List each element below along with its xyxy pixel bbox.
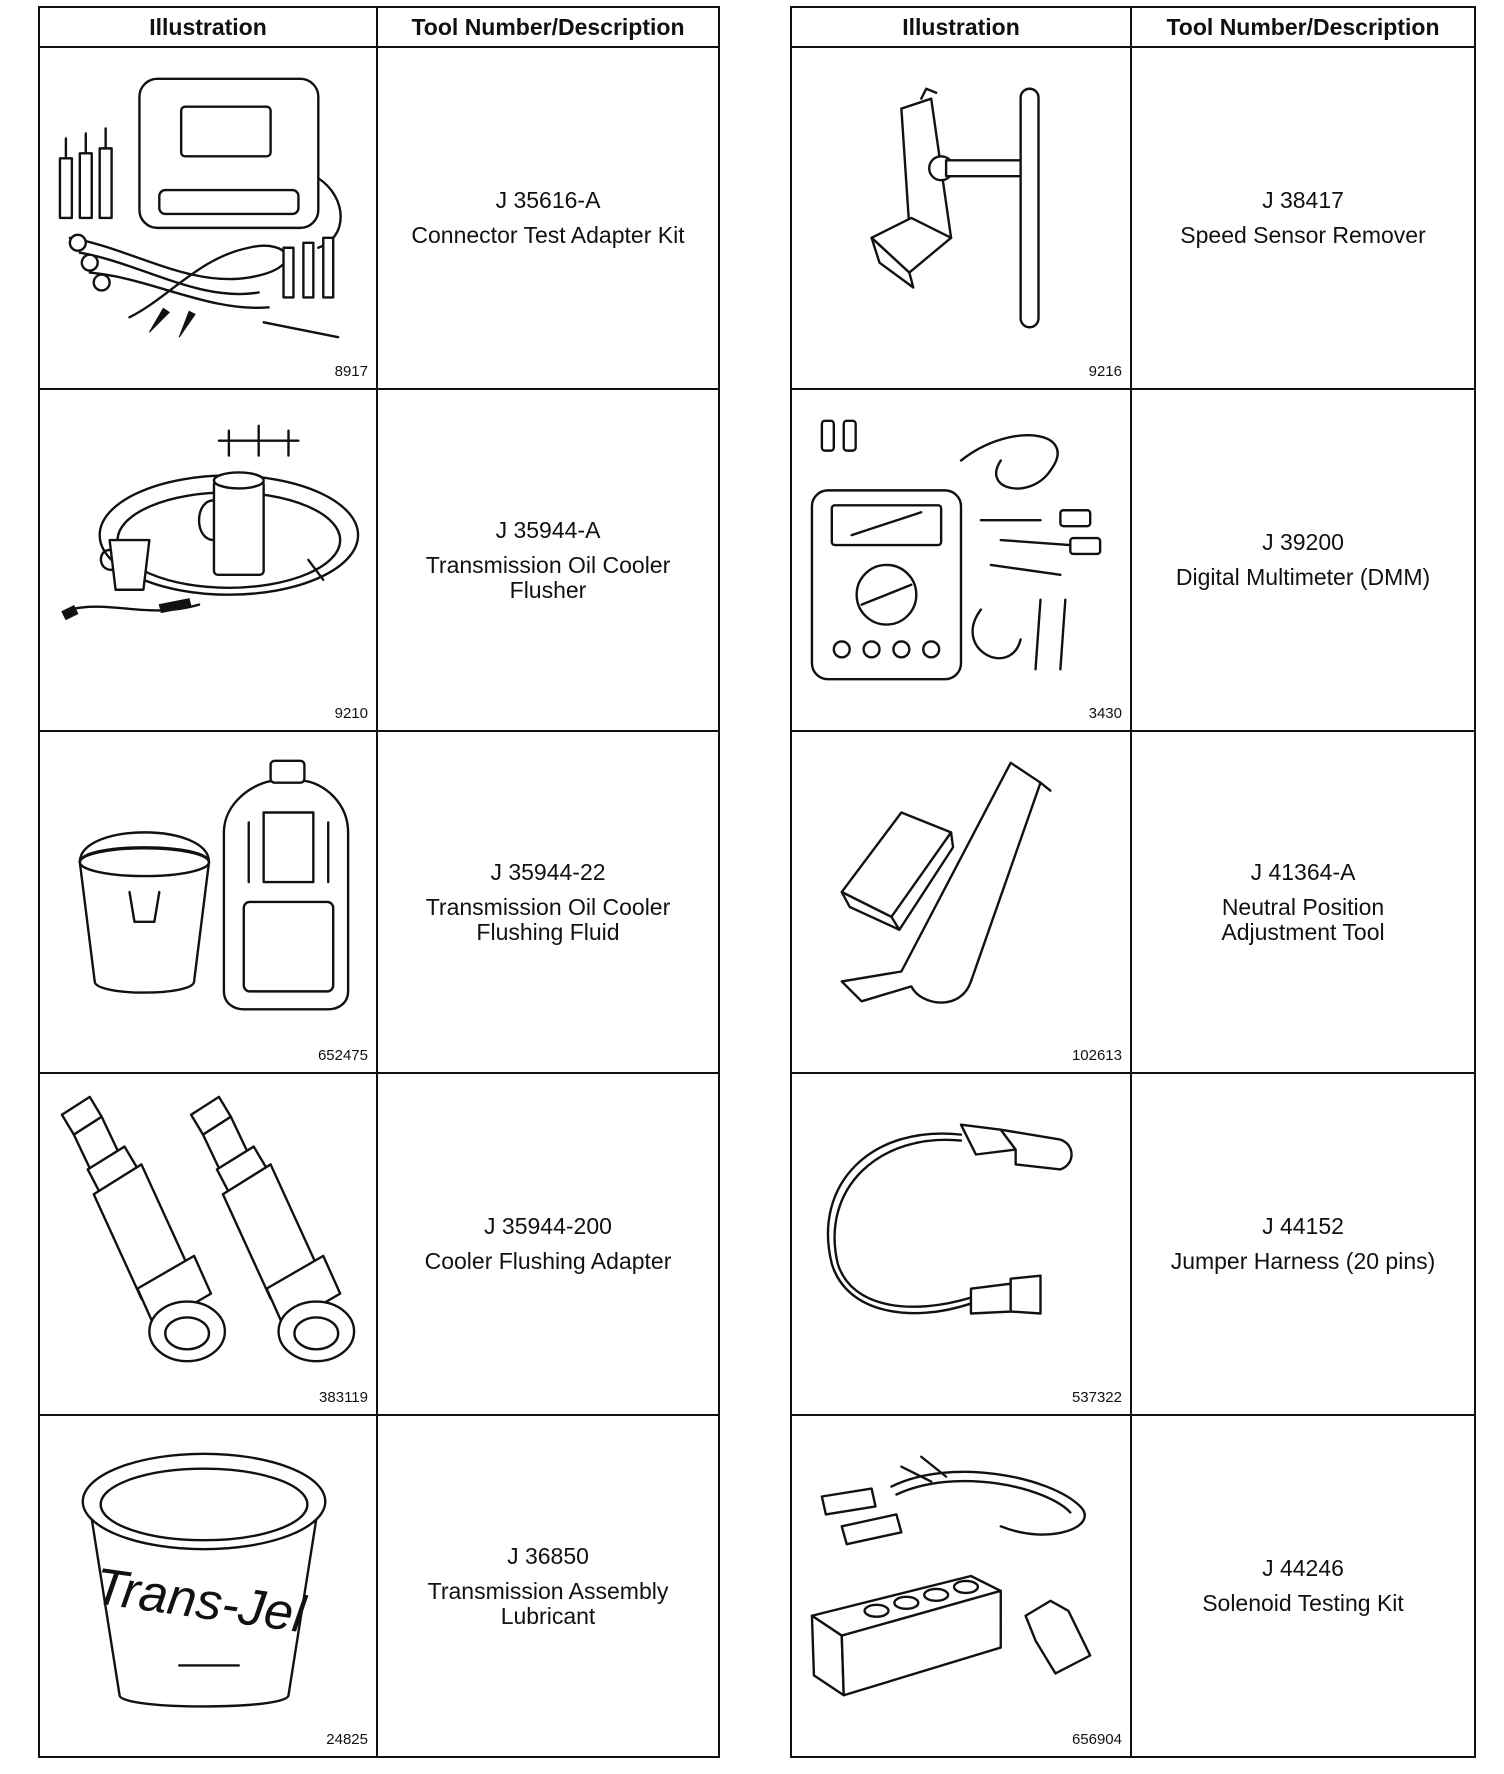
- tool-description: [1131, 1073, 1475, 1415]
- figure-number: 9210: [334, 705, 368, 722]
- figure-number: 383119: [319, 1389, 368, 1406]
- tool-description: [377, 47, 719, 389]
- table-row: [39, 389, 719, 731]
- tool-description: [377, 1073, 719, 1415]
- illustration-cell: [39, 389, 377, 731]
- tool-number: J 35944-A: [495, 516, 601, 543]
- header-row: [791, 7, 1475, 47]
- illustration-cell: [791, 1415, 1131, 1757]
- illustration-cell: [39, 1073, 377, 1415]
- tool-description: [1131, 389, 1475, 731]
- illustration-cell: [39, 731, 377, 1073]
- tool-number: J 39200: [1262, 529, 1344, 555]
- tools-table-left: [38, 6, 720, 1758]
- tool-header: Tool Number/Description: [377, 7, 719, 47]
- tool-number: J 41364-A: [1250, 858, 1356, 885]
- figure-number: 24825: [326, 1731, 368, 1748]
- tool-name: Jumper Harness (20 pins): [1170, 1248, 1436, 1274]
- tool-name: Transmission Oil Cooler Flusher: [425, 551, 671, 603]
- tool-header: Tool Number/Description: [1131, 7, 1475, 47]
- neutral-position-tool-icon: [802, 742, 1120, 1042]
- figure-number: 3430: [1088, 705, 1122, 722]
- tool-description: [377, 1415, 719, 1757]
- tools-table-right: [790, 6, 1476, 1758]
- tool-description: [377, 731, 719, 1073]
- figure-number: 8917: [334, 363, 368, 380]
- tool-description: [377, 389, 719, 731]
- tub-label: Trans-Jel: [91, 1556, 309, 1644]
- solenoid-testing-kit-icon: [802, 1426, 1120, 1726]
- tool-number: J 38417: [1262, 187, 1344, 213]
- tool-name: Speed Sensor Remover: [1180, 222, 1426, 248]
- table-row: [791, 1073, 1475, 1415]
- cooler-flushing-adapter-icon: [50, 1084, 366, 1384]
- tool-name: Cooler Flushing Adapter: [424, 1248, 672, 1274]
- figure-number: 102613: [1071, 1047, 1122, 1064]
- table-row: [791, 1415, 1475, 1757]
- digital-multimeter-icon: [802, 400, 1120, 700]
- illustration-header: Illustration: [791, 7, 1131, 47]
- illustration-cell: [791, 731, 1131, 1073]
- illustration-cell: [39, 47, 377, 389]
- table-row: [39, 1415, 719, 1757]
- tool-name: Connector Test Adapter Kit: [411, 222, 685, 248]
- tool-description: [1131, 1415, 1475, 1757]
- lubricant-tub-icon: [50, 1426, 366, 1726]
- illustration-cell: [791, 389, 1131, 731]
- illustration-cell: [791, 47, 1131, 389]
- tool-number: J 35616-A: [495, 187, 601, 213]
- figure-number: 656904: [1071, 1731, 1122, 1748]
- tool-number: J 44246: [1262, 1555, 1344, 1581]
- speed-sensor-remover-icon: [802, 58, 1120, 358]
- figure-number: 9216: [1088, 363, 1122, 380]
- figure-number: 537322: [1071, 1389, 1122, 1406]
- tool-number: J 44152: [1262, 1213, 1344, 1239]
- tool-name: Transmission Oil Cooler Flushing Fluid: [425, 893, 671, 945]
- tool-name: Digital Multimeter (DMM): [1175, 564, 1431, 590]
- tool-number: J 36850: [507, 1542, 589, 1569]
- oil-cooler-flusher-icon: [50, 400, 366, 700]
- flushing-fluid-icon: [50, 742, 366, 1042]
- tool-name: Solenoid Testing Kit: [1202, 1590, 1404, 1616]
- tool-name: Transmission Assembly Lubricant: [427, 1577, 669, 1629]
- table-row: [39, 731, 719, 1073]
- tool-number: J 35944-22: [490, 858, 606, 885]
- tool-description: [1131, 731, 1475, 1073]
- table-row: [39, 1073, 719, 1415]
- tool-name: Neutral Position Adjustment Tool: [1221, 893, 1385, 945]
- illustration-cell: [791, 1073, 1131, 1415]
- header-row: [39, 7, 719, 47]
- illustration-header: Illustration: [39, 7, 377, 47]
- table-row: [791, 47, 1475, 389]
- tool-description: [1131, 47, 1475, 389]
- jumper-harness-icon: [802, 1084, 1120, 1384]
- connector-test-adapter-kit-icon: [50, 58, 366, 358]
- table-row: [39, 47, 719, 389]
- illustration-cell: [39, 1415, 377, 1757]
- figure-number: 652475: [317, 1047, 368, 1064]
- table-row: [791, 731, 1475, 1073]
- tool-number: J 35944-200: [484, 1213, 612, 1239]
- table-row: [791, 389, 1475, 731]
